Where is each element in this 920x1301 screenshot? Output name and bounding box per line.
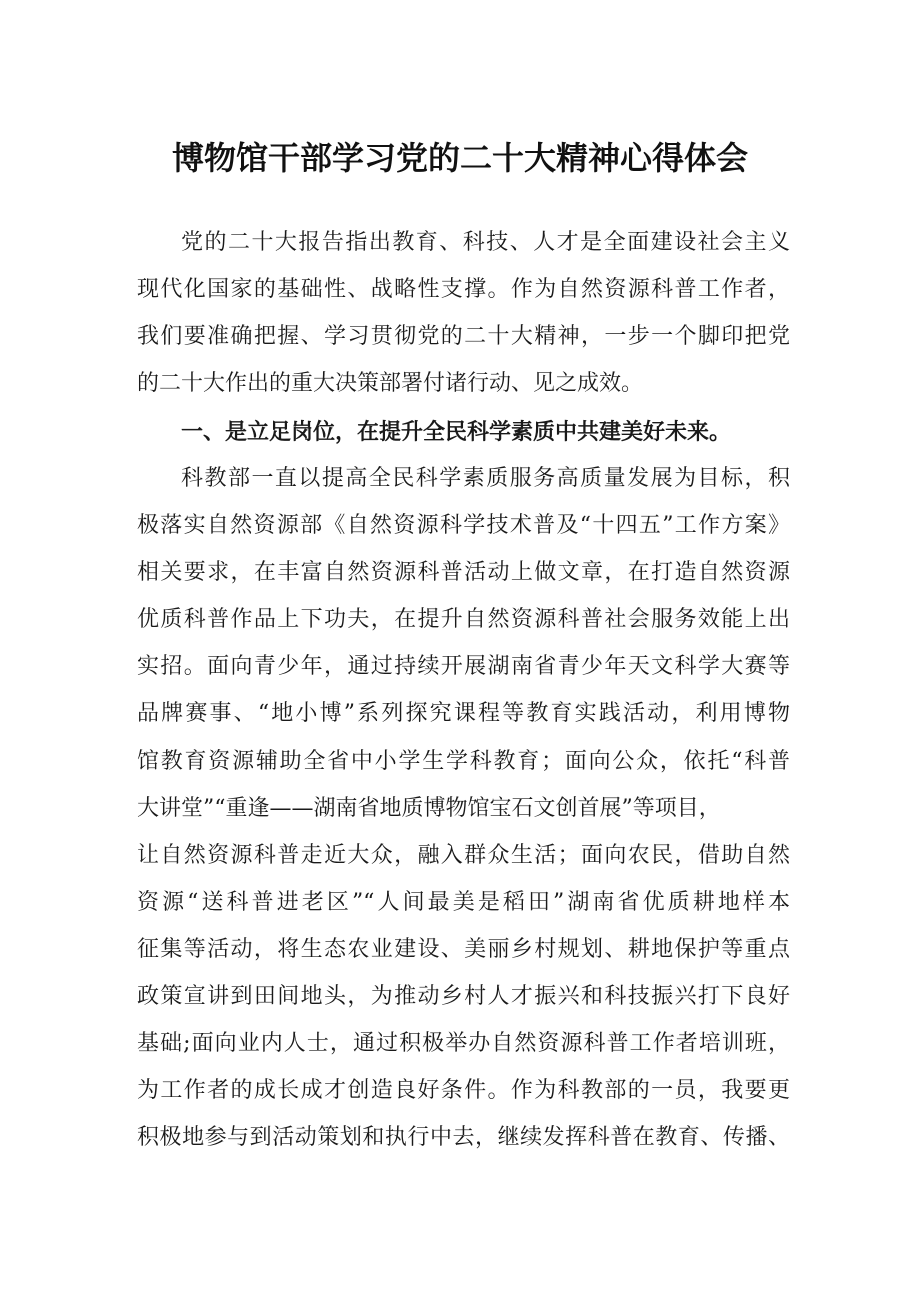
paragraph-line: 现代化国家的基础性、战略性支撑。作为自然资源科普工作者， (137, 277, 790, 303)
paragraph-line: 积极地参与到活动策划和执行中去，继续发挥科普在教育、传播、 (137, 1125, 790, 1151)
paragraph-line: 让自然资源科普走近大众，融入群众生活；面向农民，借助自然 (137, 842, 790, 868)
paragraph-line: 的二十大作出的重大决策部署付诸行动、见之成效。 (137, 371, 644, 397)
paragraph-line: 党的二十大报告指出教育、科技、人才是全面建设社会主义 (181, 230, 790, 255)
body-paragraph (137, 455, 790, 1161)
paragraph-line: 基础;面向业内人士，通过积极举办自然资源科普工作者培训班， (137, 1031, 790, 1057)
paragraph-line: 优质科普作品上下功夫，在提升自然资源科普社会服务效能上出 (137, 607, 790, 633)
paragraph-line: 大讲堂”“重逢——湖南省地质博物馆宝石文创首展”等项目， (137, 795, 721, 821)
paragraph-line: 极落实自然资源部《自然资源科学技术普及“十四五”工作方案》 (137, 513, 790, 539)
paragraph-line: 征集等活动，将生态农业建设、美丽乡村规划、耕地保护等重点 (137, 936, 790, 962)
paragraph-line: 科教部一直以提高全民科学素质服务高质量发展为目标，积 (181, 466, 790, 491)
paragraph-line: 为工作者的成长成才创造良好条件。作为科教部的一员，我要更 (137, 1078, 790, 1104)
intro-paragraph (137, 219, 790, 407)
paragraph-line: 资源“送科普进老区”“人间最美是稻田”湖南省优质耕地样本 (137, 889, 790, 915)
section-heading (137, 409, 790, 456)
paragraph-line: 馆教育资源辅助全省中小学生学科教育；面向公众，依托“科普 (137, 748, 790, 774)
paragraph-line: 实招。面向青少年，通过持续开展湖南省青少年天文科学大赛等 (137, 654, 790, 680)
paragraph-line: 我们要准确把握、学习贯彻党的二十大精神，一步一个脚印把党 (137, 324, 790, 350)
paragraph-line: 品牌赛事、“地小博”系列探究课程等教育实践活动，利用博物 (137, 701, 790, 727)
paragraph-line: 相关要求，在丰富自然资源科普活动上做文章，在打造自然资源 (137, 560, 790, 586)
section-heading-text: 一、是立足岗位，在提升全民科学素质中共建美好未来。 (181, 420, 732, 445)
paragraph-line: 政策宣讲到田间地头，为推动乡村人才振兴和科技振兴打下良好 (137, 984, 790, 1010)
page-title: 博物馆干部学习党的二十大精神心得体会 (171, 139, 748, 177)
